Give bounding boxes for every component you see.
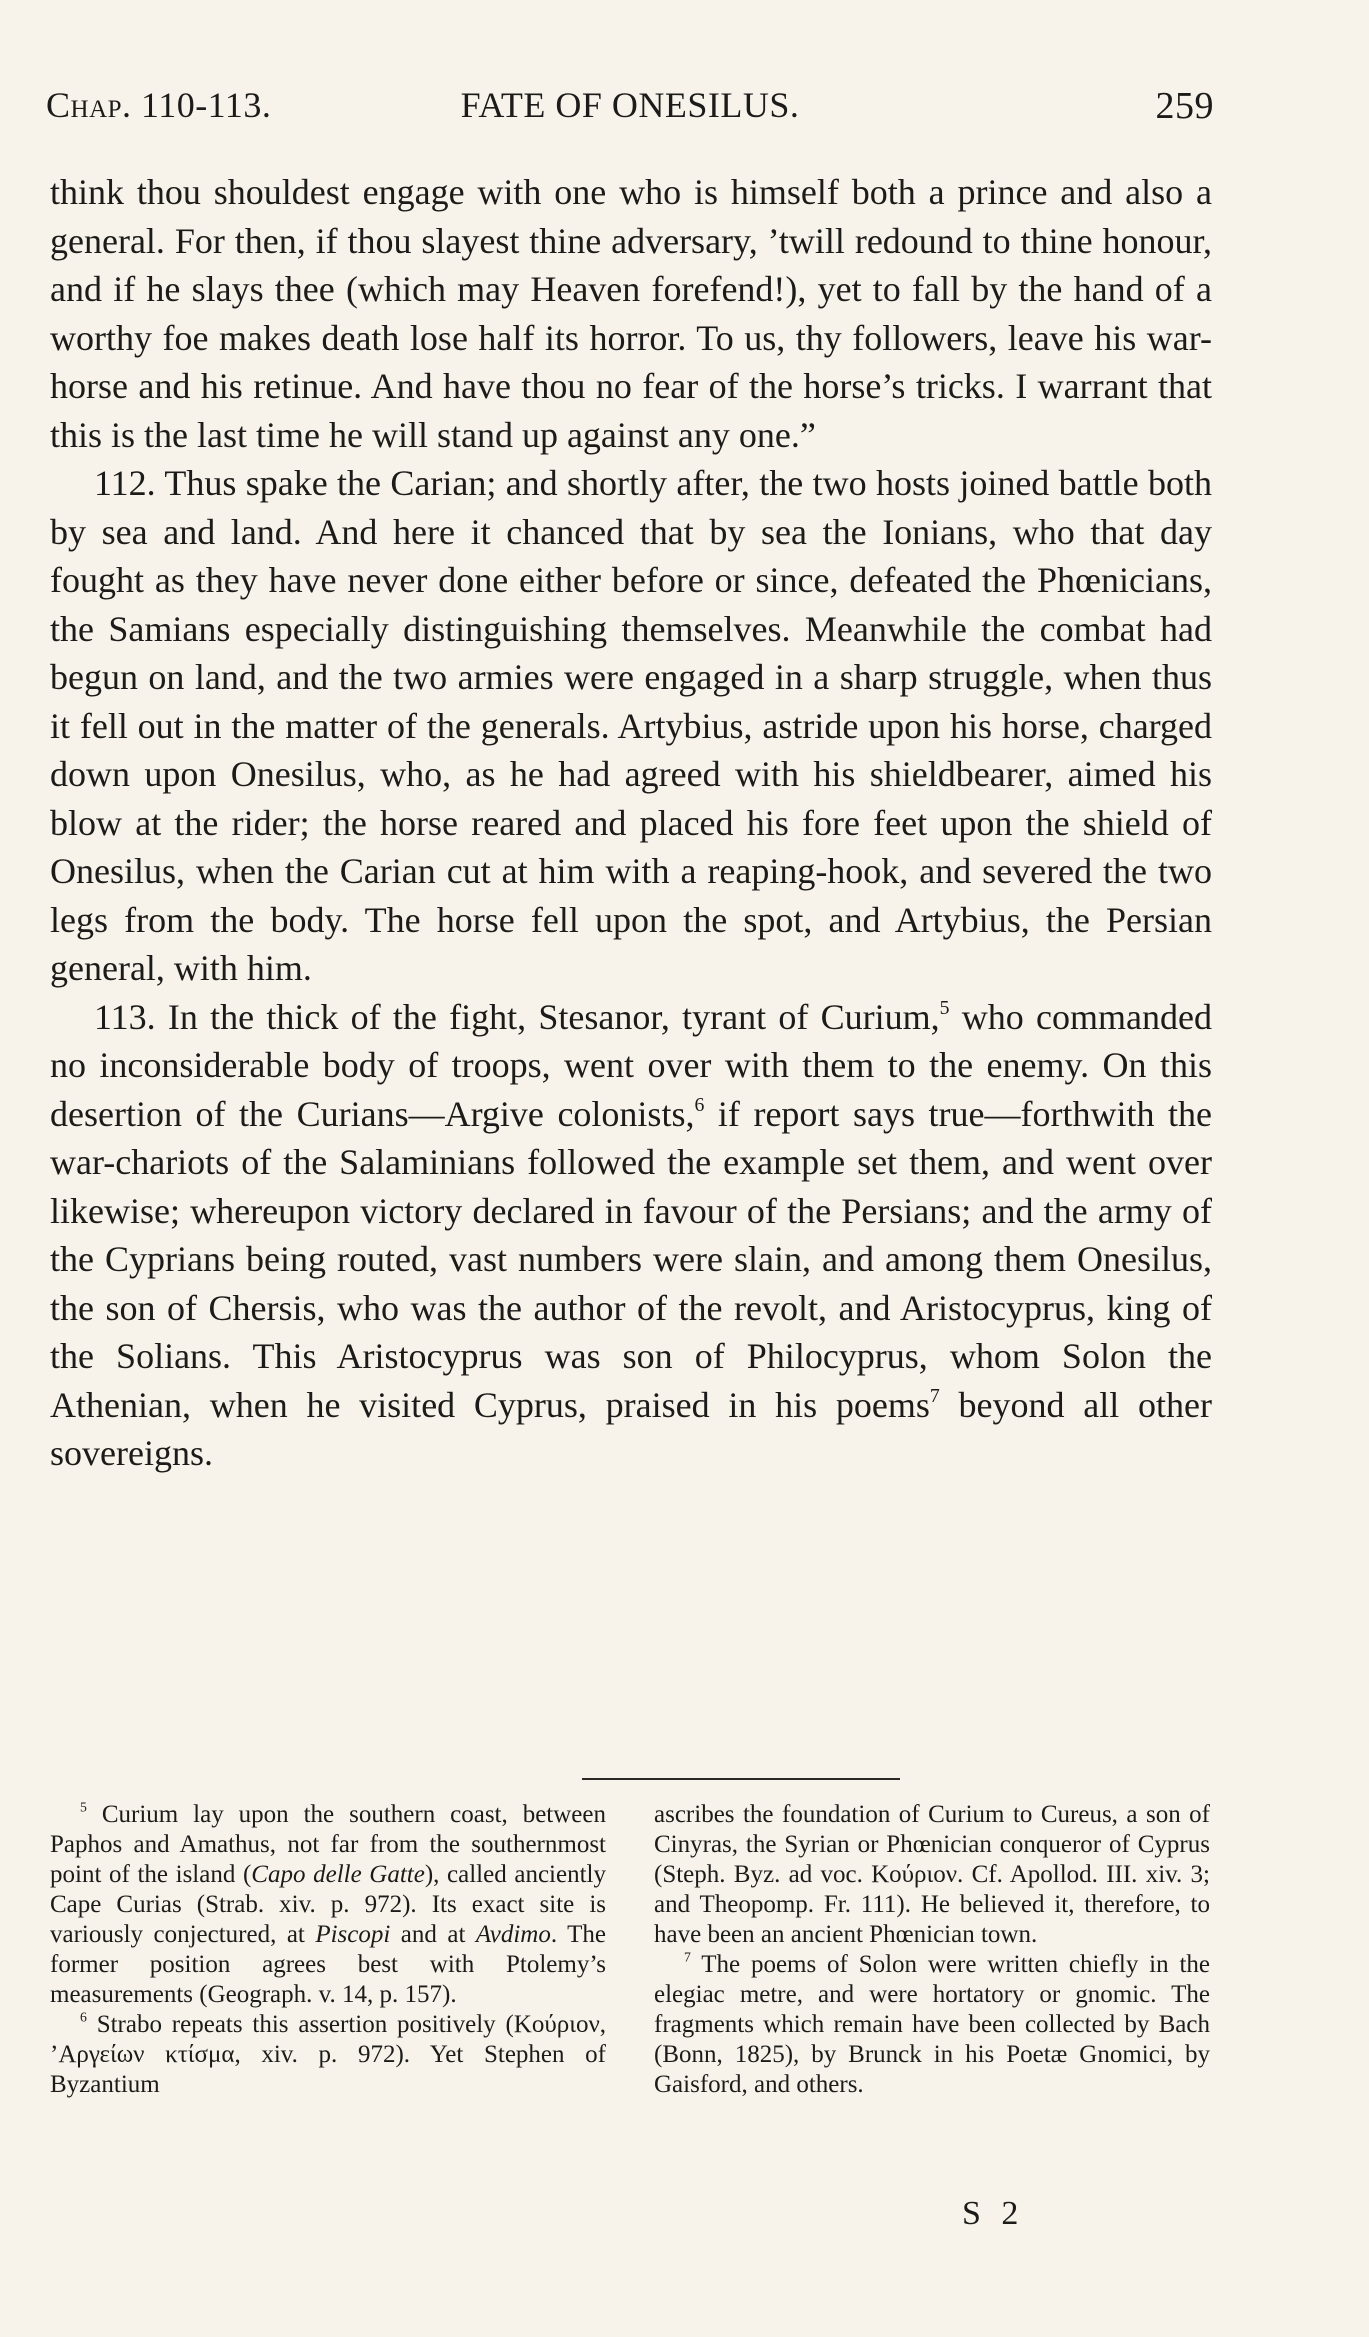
paragraph-continued: think thou shouldest engage with one who is himself both a prince and also a general. For then, if thou slayest thine adversary, ’twill redound to thine honour, and if he slays thee (which may Heaven forefend!), yet to fall by the hand of a worthy foe makes death lose half its horror. To us, thy followers, leave his war-horse and his retinue. And have thou no fear of the horse’s tricks. I warrant that this is the last time he will stand up against any one.” (50, 172, 1212, 455)
footnote-5-italic: Avdimo (475, 1921, 551, 1948)
chapter-reference: Chap. 110-113. (46, 85, 272, 125)
footnote-ref-5[interactable]: 5 (939, 996, 950, 1019)
footnote-6 (50, 2010, 606, 2100)
footnote-5-italic: Piscopi (315, 1921, 391, 1948)
footnote-6-continued: ascribes the foundation of Curium to Cureus, a son of Cinyras, the Syrian or Phœnician conqueror of Cyprus (Steph. Byz. ad voc. Κούριον. Cf. Apollod. III. xiv. 3; and Theopomp. Fr. 111). He believed it, therefore, to have been an ancient Phœnician town. (654, 1801, 1210, 1948)
paragraph-113-part: 113. In the thick of the fight, Stesanor, tyrant of Curium, (94, 996, 940, 1037)
signature-mark: S 2 (962, 2195, 1025, 2232)
footnotes-right-column (654, 1800, 1210, 2100)
paragraph-113-part: if report says true—forthwith the war-chariots of the Salaminians followed the example set them, and went over likewise; whereupon victory declared in favour of the Persians; and the army of the Cyprians being routed, vast numbers were slain, and among them Onesilus, the son of Chersis, who was the author of the revolt, and Aristocyprus, king of the Solians. This Aristocyprus was son of Philocyprus, whom Solon the Athenian, when he visited Cyprus, praised in his poems (50, 1093, 1213, 1425)
footnote-divider (582, 1778, 900, 1780)
footnote-7-text: The poems of Solon were written chiefly in the elegiac metre, and were hortatory or gnomic. The fragments which remain have been collected by Bach (Bonn, 1825), by Brunck in his Poetæ Gnomici, by Gaisford, and others. (654, 1951, 1210, 2098)
paragraph-113-part: beyond all other sovereigns. (50, 1384, 1212, 1473)
footnote-5-italic: Capo delle Gatte (251, 1861, 425, 1888)
running-header (46, 84, 1214, 128)
main-text (50, 168, 1212, 1478)
footnote-ref-7[interactable]: 7 (929, 1384, 940, 1407)
footnote-5 (50, 1800, 606, 2010)
footnote-ref-6[interactable]: 6 (694, 1093, 705, 1116)
footnote-5-text: Curium lay upon the southern coast, between Paphos and Amathus, not far from the southernmost point of the island ( (50, 1801, 606, 1888)
footnote-5-text: and at (390, 1921, 476, 1948)
paragraph-113-part: who commanded no inconsiderable body of troops, went over with them to the enemy. On this desertion of the Curians—Argive colonists, (50, 996, 1212, 1134)
page-title: FATE OF ONESILUS. (460, 85, 800, 125)
page-number: 259 (1155, 85, 1214, 127)
footnote-5-text: ), called anciently Cape Curias (Strab. xiv. p. 972). Its exact site is variously conjectured, at (50, 1861, 606, 1948)
footnote-7 (654, 1950, 1210, 2100)
footnote-6-text: Strabo repeats this assertion positively (Κούριον, ’Αργείων κτίσμα, xiv. p. 972). Yet Stephen of Byzantium (50, 2011, 606, 2098)
paragraph-112: 112. Thus spake the Carian; and shortly after, the two hosts joined battle both by sea and land. And here it chanced that by sea the Ionians, who that day fought as they have never done either before or since, defeated the Phœnicians, the Samians especially distinguishing themselves. Meanwhile the combat had begun on land, and the two armies were engaged in a sharp struggle, when thus it fell out in the matter of the generals. Artybius, astride upon his horse, charged down upon Onesilus, who, as he had agreed with his shieldbearer, aimed his blow at the rider; the horse reared and placed his fore feet upon the shield of Onesilus, when the Carian cut at him with a reaping-hook, and severed the two legs from the body. The horse fell upon the spot, and Artybius, the Persian general, with him. (50, 463, 1212, 988)
paragraph-113 (50, 993, 1212, 1478)
footnote-5-number: 5 (80, 1799, 87, 1815)
footnote-7-number: 7 (684, 1949, 691, 1965)
footnote-5-text: . The former position agrees best with Ptolemy’s measurements (Geograph. v. 14, p. 157). (50, 1921, 607, 2008)
footnotes-left-column (50, 1800, 606, 2100)
footnote-6-number: 6 (80, 2009, 87, 2025)
